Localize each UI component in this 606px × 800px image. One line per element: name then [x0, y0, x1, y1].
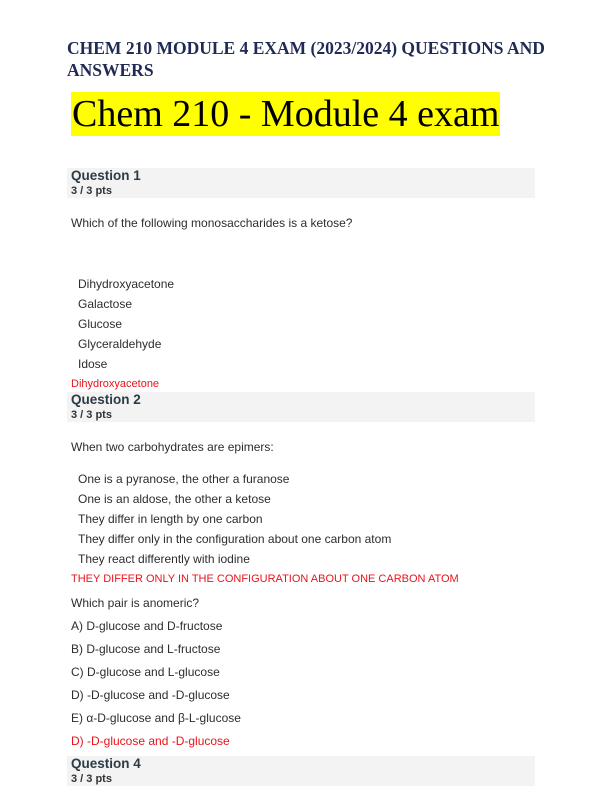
question-2-option: One is an aldose, the other a ketose [78, 492, 271, 506]
question-2-header [67, 392, 535, 422]
question-1-option: Glyceraldehyde [78, 337, 162, 351]
question-2-option: They differ in length by one carbon [78, 512, 263, 526]
question-2-text: When two carbohydrates are epimers: [71, 440, 274, 454]
question-1-points: 3 / 3 pts [71, 185, 112, 197]
question-4-title: Question 4 [71, 756, 141, 771]
question-1-header [67, 168, 535, 198]
document-title: CHEM 210 MODULE 4 EXAM (2023/2024) QUESTIONS AND ANSWERS [67, 38, 545, 80]
question-1-answer: Dihydroxyacetone [71, 378, 160, 390]
question-3-option: B) D-glucose and L-fructose [71, 642, 221, 656]
question-3-option: D) -D-glucose and -D-glucose [71, 688, 230, 702]
question-1-title: Question 1 [71, 168, 141, 183]
question-1-option: Galactose [78, 297, 133, 311]
question-4-header [67, 756, 535, 786]
question-3-option: A) D-glucose and D-fructose [71, 619, 223, 633]
question-1-option: Dihydroxyacetone [78, 277, 175, 291]
question-3-option: C) D-glucose and L-glucose [71, 665, 220, 679]
question-3-text: Which pair is anomeric? [71, 596, 200, 610]
highlighted-title-wrapper [71, 92, 500, 136]
question-2-answer: THEY DIFFER ONLY IN THE CONFIGURATION ABOUT ONE CARBON ATOM [71, 573, 459, 585]
question-3-option: E) α-D-glucose and β-L-glucose [71, 711, 241, 725]
question-1-option: Glucose [78, 317, 123, 331]
question-4-points: 3 / 3 pts [71, 773, 112, 785]
question-1-option: Idose [78, 357, 108, 371]
question-3-answer: D) -D-glucose and -D-glucose [71, 734, 230, 748]
highlighted-exam-title: Chem 210 - Module 4 exam [72, 93, 500, 135]
question-2-option: They differ only in the configuration about one carbon atom [78, 532, 392, 546]
question-1-text: Which of the following monosaccharides is a ketose? [71, 216, 353, 230]
question-2-title: Question 2 [71, 392, 141, 407]
question-2-option: One is a pyranose, the other a furanose [78, 472, 290, 486]
question-2-points: 3 / 3 pts [71, 409, 112, 421]
question-2-option: They react differently with iodine [78, 552, 250, 566]
